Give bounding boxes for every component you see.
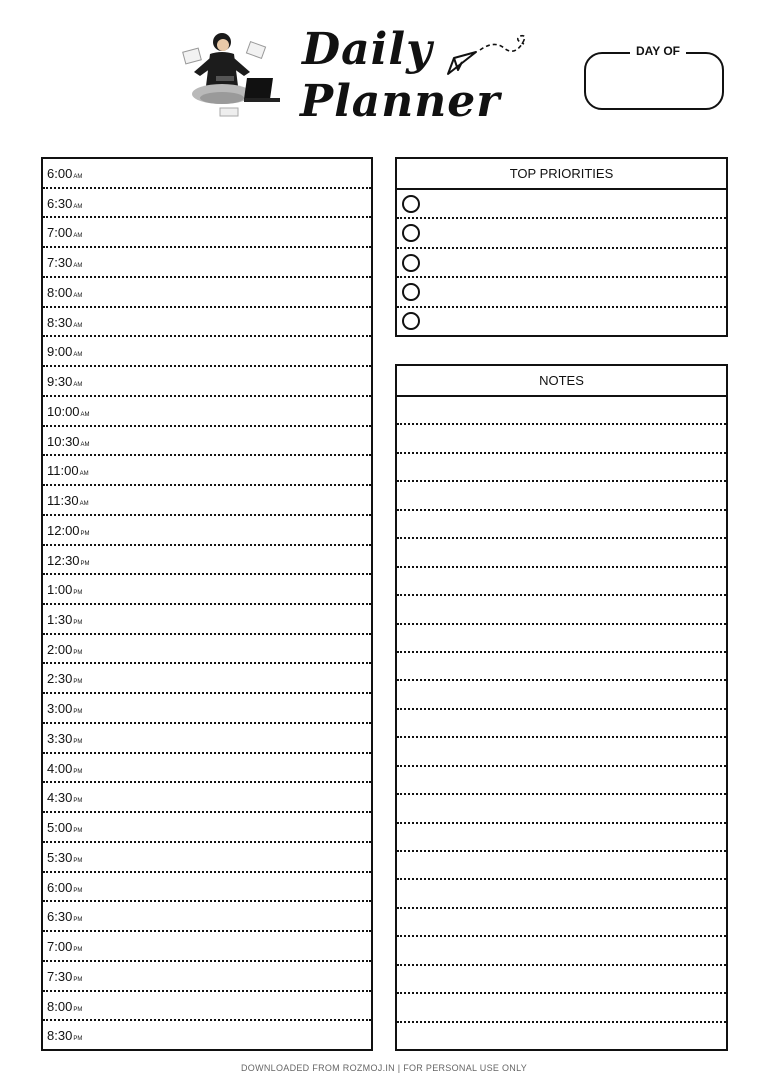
time-value: 2:00 [47,641,73,657]
priority-row[interactable] [397,190,726,219]
time-value: 6:30 [47,909,73,925]
time-label [47,553,90,572]
schedule-slot[interactable] [43,843,371,873]
note-line[interactable] [397,824,726,852]
time-value: 8:30 [47,1028,73,1044]
time-period: AM [73,263,83,270]
note-line[interactable] [397,425,726,453]
time-value: 6:00 [47,879,73,895]
time-label [47,969,82,988]
time-period: PM [73,620,83,627]
time-value: 7:00 [47,225,73,241]
time-label [47,880,82,899]
time-label [47,434,90,453]
note-line[interactable] [397,625,726,653]
time-label [47,463,89,482]
note-line[interactable] [397,653,726,681]
time-value: 10:30 [47,433,80,449]
schedule-slot[interactable] [43,218,371,248]
schedule-slot[interactable] [43,1021,371,1049]
note-line[interactable] [397,681,726,709]
hourly-schedule [41,157,373,1051]
time-label [47,344,82,363]
note-line[interactable] [397,994,726,1022]
priority-row[interactable] [397,278,726,307]
priority-checkbox-icon[interactable] [402,312,420,330]
note-line[interactable] [397,767,726,795]
schedule-slot[interactable] [43,278,371,308]
time-value: 4:00 [47,760,73,776]
time-label [47,285,82,304]
time-label [47,612,82,631]
time-value: 9:00 [47,344,73,360]
time-label [47,642,82,661]
schedule-slot[interactable] [43,456,371,486]
title-line-daily: Daily [302,24,433,75]
note-line[interactable] [397,738,726,766]
time-label [47,196,82,215]
schedule-slot[interactable] [43,308,371,338]
time-label [47,939,82,958]
schedule-slot[interactable] [43,992,371,1022]
title-line-planner: Planner [300,76,501,127]
time-value: 5:00 [47,820,73,836]
time-period: AM [79,471,89,478]
time-period: AM [80,441,90,448]
note-line[interactable] [397,795,726,823]
priority-row[interactable] [397,249,726,278]
schedule-slot[interactable] [43,575,371,605]
time-label [47,582,82,601]
time-value: 5:30 [47,849,73,865]
time-period: AM [73,352,83,359]
time-value: 3:30 [47,730,73,746]
schedule-slot[interactable] [43,873,371,903]
note-line[interactable] [397,710,726,738]
time-label [47,999,82,1018]
schedule-slot[interactable] [43,813,371,843]
time-period: PM [73,1036,83,1043]
schedule-slot[interactable] [43,635,371,665]
time-label [47,1028,82,1047]
time-period: PM [73,917,83,924]
time-value: 8:30 [47,314,73,330]
schedule-slot[interactable] [43,546,371,576]
note-line[interactable] [397,539,726,567]
note-line[interactable] [397,966,726,994]
schedule-slot[interactable] [43,189,371,219]
time-period: AM [73,233,83,240]
time-period: PM [73,590,83,597]
notes-panel [395,364,728,1051]
schedule-slot[interactable] [43,159,371,189]
time-value: 6:00 [47,166,73,181]
time-value: 7:30 [47,968,73,984]
time-period: PM [73,709,83,716]
time-value: 6:30 [47,195,73,211]
time-period: AM [79,501,89,508]
time-label [47,731,82,750]
day-of-field[interactable] [584,52,724,110]
time-value: 12:30 [47,552,80,568]
time-value: 9:30 [47,374,73,390]
top-priorities-panel [395,157,728,337]
time-label [47,850,82,869]
time-period: PM [73,1006,83,1013]
note-line[interactable] [397,568,726,596]
time-period: AM [73,174,83,180]
note-line[interactable] [397,852,726,880]
person-with-laptop-illustration [180,28,292,124]
schedule-slot[interactable] [43,367,371,397]
schedule-slot[interactable] [43,397,371,427]
schedule-slot[interactable] [43,664,371,694]
note-line[interactable] [397,482,726,510]
time-value: 12:00 [47,522,80,538]
time-value: 7:30 [47,255,73,271]
schedule-slot[interactable] [43,516,371,546]
time-value: 11:00 [47,463,79,479]
notes-heading: NOTES [397,366,726,397]
time-period: PM [80,560,90,567]
time-label [47,374,82,393]
note-line[interactable] [397,454,726,482]
schedule-slot[interactable] [43,337,371,367]
note-line[interactable] [397,937,726,965]
time-period: PM [73,798,83,805]
time-value: 10:00 [47,403,80,419]
note-line[interactable] [397,880,726,908]
schedule-slot[interactable] [43,932,371,962]
time-label [47,790,82,809]
time-label [47,523,90,542]
time-value: 1:30 [47,612,73,628]
paper-plane-icon [444,30,534,78]
priority-checkbox-icon[interactable] [402,283,420,301]
note-line[interactable] [397,1023,726,1049]
time-period: AM [73,382,83,389]
time-label [47,909,82,928]
priority-checkbox-icon[interactable] [402,224,420,242]
schedule-slot[interactable] [43,605,371,635]
time-label [47,225,82,244]
time-period: PM [73,679,83,686]
schedule-slot[interactable] [43,902,371,932]
time-period: PM [73,768,83,775]
time-value: 11:30 [47,493,79,509]
day-of-label: DAY OF [630,44,686,58]
time-period: PM [73,738,83,745]
time-label [47,315,82,334]
time-label [47,701,82,720]
priority-row[interactable] [397,308,726,335]
time-period: AM [80,411,90,418]
time-value: 4:30 [47,790,73,806]
priority-checkbox-icon[interactable] [402,195,420,213]
time-period: AM [73,322,83,329]
note-line[interactable] [397,511,726,539]
priority-checkbox-icon[interactable] [402,254,420,272]
time-label [47,820,82,839]
time-value: 8:00 [47,284,73,300]
time-value: 3:00 [47,701,73,717]
time-label [47,493,89,512]
note-line[interactable] [397,596,726,624]
time-period: AM [73,203,83,210]
time-period: PM [73,887,83,894]
top-priorities-heading: TOP PRIORITIES [397,159,726,190]
schedule-slot[interactable] [43,427,371,457]
time-period: AM [73,292,83,299]
schedule-slot[interactable] [43,724,371,754]
time-label [47,761,82,780]
time-value: 2:30 [47,671,73,687]
time-label [47,671,82,690]
time-value: 1:00 [47,582,73,598]
time-value: 7:00 [47,939,73,955]
schedule-slot[interactable] [43,694,371,724]
schedule-slot[interactable] [43,248,371,278]
time-period: PM [73,947,83,954]
time-label [47,166,82,185]
time-period: PM [80,530,90,537]
time-period: PM [73,857,83,864]
schedule-slot[interactable] [43,754,371,784]
time-label [47,255,82,274]
footer-credit: DOWNLOADED FROM ROZMOJ.IN | FOR PERSONAL USE ONLY [240,1063,528,1073]
schedule-slot[interactable] [43,783,371,813]
time-period: PM [73,976,83,983]
schedule-slot[interactable] [43,486,371,516]
schedule-slot[interactable] [43,962,371,992]
time-value: 8:00 [47,998,73,1014]
note-line[interactable] [397,397,726,425]
time-period: PM [73,828,83,835]
priority-row[interactable] [397,219,726,248]
time-label [47,404,90,423]
note-line[interactable] [397,909,726,937]
time-period: PM [73,649,83,656]
